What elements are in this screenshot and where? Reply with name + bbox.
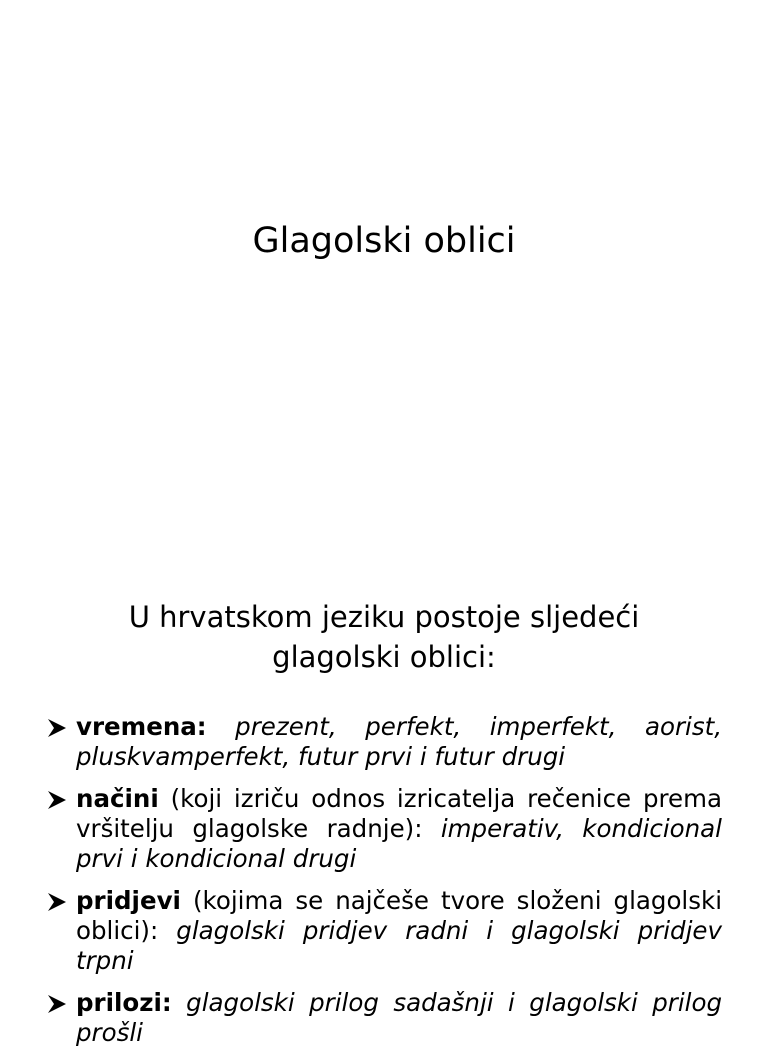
bullet-term: vremena: [76,712,207,741]
arrowhead-bullet-icon [46,717,68,739]
arrowhead-bullet-icon [46,789,68,811]
bullet-examples: prezent, perfekt, imperfekt, aorist, pluskvamperfekt, futur prvi i futur drugi [76,712,722,771]
bullet-text: (koji izriču odnos izricatelja rečenice prema vršitelju glagolske radnje): [76,784,722,843]
subtitle-line-2: glagolski oblici: [272,640,496,674]
slide-title: Glagolski oblici [252,221,516,261]
bullet-examples: glagolski prilog sadašnji i glagolski prilog prošli [76,988,722,1047]
list-item-nacini [46,784,722,874]
bullet-term: prilozi: [76,988,172,1017]
bullet-examples: glagolski pridjev radni i glagolski pridjev trpni [76,916,722,975]
arrowhead-bullet-icon [46,993,68,1015]
list-item-pridjevi [46,886,722,976]
bullet-examples: imperativ, kondicional prvi i kondicional drugi [76,814,722,873]
arrowhead-bullet-icon [46,891,68,913]
bullet-term: pridjevi [76,886,181,915]
subtitle-line-1: U hrvatskom jeziku postoje sljedeći [128,600,640,634]
slide-subtitle [60,597,708,677]
bullet-text: (kojima se najčeše tvore složeni glagolski oblici): [76,886,723,945]
content-slide [0,545,768,1047]
bullet-term: načini [76,784,159,813]
verb-forms-list [46,712,722,1060]
list-item-vremena [46,712,722,772]
list-item-prilozi [46,988,722,1048]
